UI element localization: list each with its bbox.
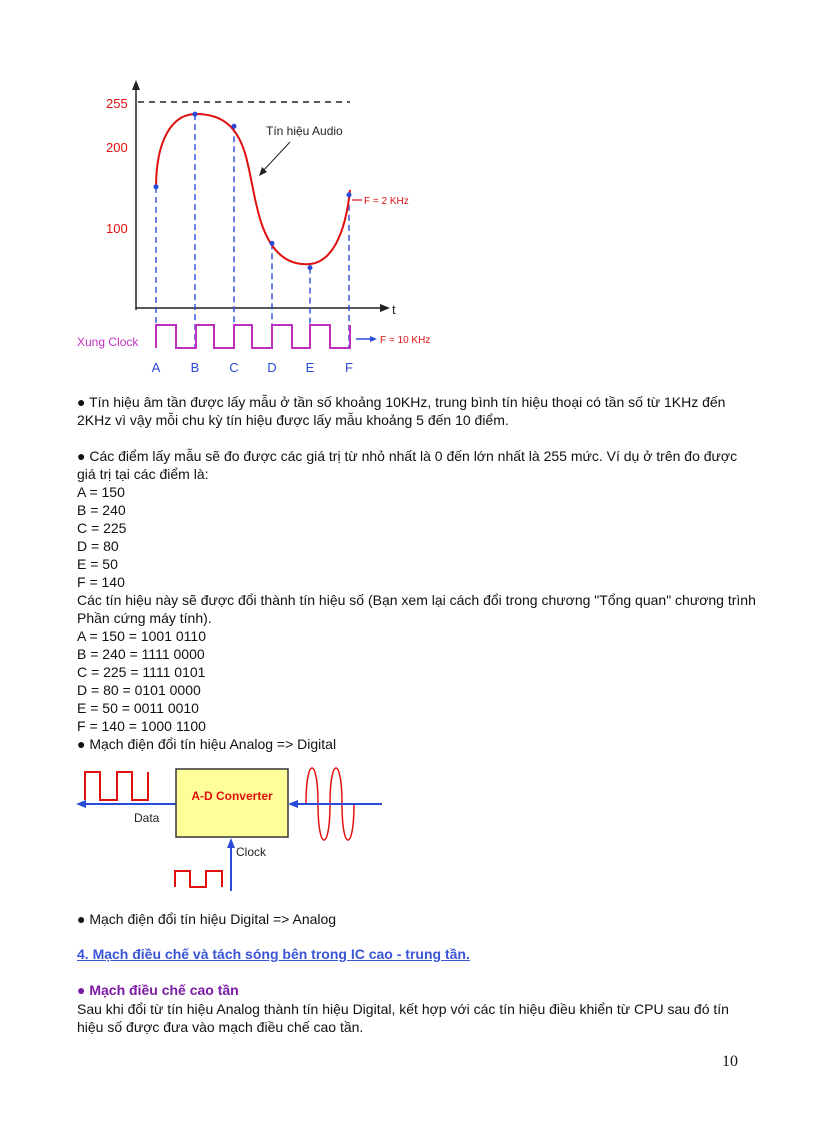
annotation-arrow — [262, 142, 290, 172]
sampling-diagram — [0, 0, 816, 390]
sample-label-a: A — [151, 360, 161, 375]
ad-converter-diagram — [0, 755, 816, 895]
clock-input-label: Clock — [236, 845, 267, 859]
clock-frequency: F = 10 KHz — [380, 335, 431, 346]
sample-label-f: F — [345, 360, 353, 375]
value-line: A = 150 — [77, 484, 125, 500]
paragraph-modulation — [77, 1000, 757, 1036]
sampling-rate-text: ● Tín hiệu âm tần được lấy mẫu ở tần số khoảng 10KHz, trung bình tín hiệu thoại có tần số từ 1KHz đến 2KHz vì vậy mỗi chu kỳ tín hiệu được lấy mẫu khoảng 5 đến 10 điểm. — [77, 394, 726, 428]
value-line: D = 80 — [77, 538, 119, 554]
conversion-note: Các tín hiệu này sẽ được đổi thành tín hiệu số (Bạn xem lại cách đổi trong chương "Tổng quan" chương trình Phần cứng máy tính). — [77, 592, 756, 626]
clock-label: Xung Clock — [77, 335, 139, 349]
y-tick-255: 255 — [106, 96, 128, 111]
value-line: B = 240 — [77, 502, 126, 518]
adc-caption: ● Mạch điện đổi tín hiệu Analog => Digital — [77, 736, 337, 752]
sample-point-f — [347, 192, 352, 197]
clock-input-pulse — [175, 871, 222, 887]
binary-line: A = 150 = 1001 0110 — [77, 628, 206, 644]
binary-line: D = 80 = 0101 0000 — [77, 682, 201, 698]
digital-output-pulse — [85, 772, 148, 800]
y-axis-arrow — [132, 80, 140, 90]
sample-label-d: D — [267, 360, 277, 375]
value-line: C = 225 — [77, 520, 127, 536]
sample-label-b: B — [190, 360, 200, 375]
adc-box — [176, 769, 288, 837]
adc-label: A-D Converter — [191, 789, 273, 803]
dac-caption-block — [77, 910, 757, 928]
y-tick-200: 200 — [106, 140, 128, 155]
modulation-text: Sau khi đổi từ tín hiệu Analog thành tín hiệu Digital, kết hợp với các tín hiệu điều khiển từ CPU sau đó tín hiệu số được đưa vào mạch điều chế cao tần. — [77, 1001, 729, 1035]
x-axis-arrow — [380, 304, 390, 312]
data-output-arrow-head — [76, 800, 86, 808]
paragraph-sample-values — [77, 447, 757, 753]
sample-point-d — [270, 241, 275, 246]
sample-label-e: E — [305, 360, 315, 375]
binary-line: F = 140 = 1000 1100 — [77, 718, 206, 734]
signal-frequency: F = 2 KHz — [364, 196, 409, 207]
sample-point-a — [154, 184, 159, 189]
binary-line: E = 50 = 0011 0010 — [77, 700, 199, 716]
y-tick-100: 100 — [106, 221, 128, 236]
section-4-heading-link[interactable]: 4. Mạch điều chế và tách sóng bên trong IC cao - trung tần. — [77, 946, 470, 962]
sample-point-c — [232, 124, 237, 129]
value-line: E = 50 — [77, 556, 118, 572]
clock-freq-arrow-head — [370, 336, 377, 342]
page-number: 10 — [722, 1053, 738, 1070]
audio-signal-label: Tín hiệu Audio — [266, 124, 343, 138]
sample-label-c: C — [229, 360, 239, 375]
sample-point-e — [308, 265, 313, 270]
paragraph-sampling-rate — [77, 393, 757, 429]
clock-pulse-train — [156, 325, 350, 348]
rf-modulator-subheading: ● Mạch điều chế cao tần — [77, 982, 239, 998]
t-axis-label: t — [392, 302, 396, 317]
data-label: Data — [134, 811, 160, 825]
value-line: F = 140 — [77, 574, 125, 590]
binary-line: B = 240 = 1111 0000 — [77, 646, 205, 662]
analog-input-arrow-head — [288, 800, 298, 808]
sample-point-b — [193, 112, 198, 117]
clock-input-arrow-head — [227, 838, 235, 848]
binary-line: C = 225 = 1111 0101 — [77, 664, 206, 680]
dac-caption: ● Mạch điện đổi tín hiệu Digital => Analog — [77, 911, 337, 927]
sample-values-intro: ● Các điểm lấy mẫu sẽ đo được các giá trị từ nhỏ nhất là 0 đến lớn nhất là 255 mức. Ví dụ ở trên đo được giá trị tại các điểm là: — [77, 448, 738, 482]
